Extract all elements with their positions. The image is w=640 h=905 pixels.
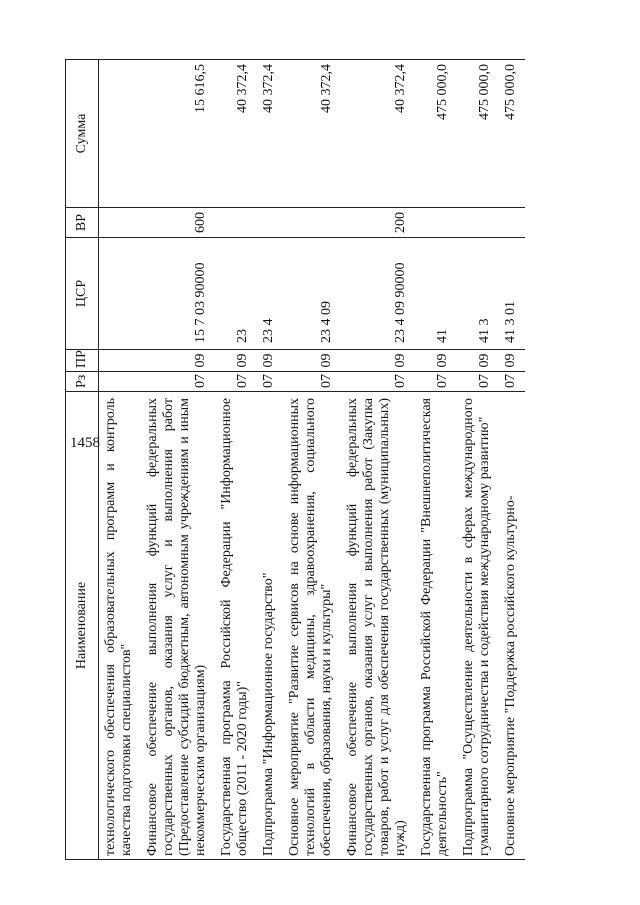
row-csr: 41 3 [457, 238, 499, 350]
row-rz: 07 [141, 372, 215, 392]
row-name: Государственная программа Российской Федерации "Информационное общество (2011 - 2020 годы)" [215, 392, 257, 860]
row-sum: 40 372,4 [283, 60, 341, 208]
row-csr: 23 4 [257, 238, 283, 350]
table-row [99, 60, 142, 860]
row-pr: 09 [457, 350, 499, 372]
table-row [457, 60, 499, 860]
budget-table [65, 59, 525, 860]
row-name: Основное мероприятие "Развитие сервисов на основе информационных технологий в области медицины, здравоохранения, социального обеспечения, образования, науки и культуры" [283, 392, 341, 860]
header-rz: Рз [66, 372, 99, 392]
row-csr [99, 238, 142, 350]
header-pr: ПР [66, 350, 99, 372]
row-rz: 07 [283, 372, 341, 392]
row-csr: 15 7 03 90000 [141, 238, 215, 350]
row-sum: 15 616,5 [141, 60, 215, 208]
row-sum [99, 60, 142, 208]
table-row [283, 60, 341, 860]
row-rz: 07 [341, 372, 415, 392]
row-vr [257, 208, 283, 238]
row-name: Подпрограмма "Осуществление деятельности в сферах международного гуманитарного сотрудничества и содействия международному развитию" [457, 392, 499, 860]
header-csr: ЦСР [66, 238, 99, 350]
row-csr: 23 [215, 238, 257, 350]
row-vr [99, 208, 142, 238]
table-row [415, 60, 457, 860]
row-rz: 07 [257, 372, 283, 392]
row-name: Финансовое обеспечение выполнения функций федеральных государственных органов, оказания услуг и выполнения работ (Предоставление субсидий бюджетным, автономным учреждениям и иным некоммерческим организациям) [141, 392, 215, 860]
row-pr: 09 [257, 350, 283, 372]
row-pr: 09 [499, 350, 525, 372]
table-row [341, 60, 415, 860]
row-vr: 200 [341, 208, 415, 238]
row-vr [215, 208, 257, 238]
row-rz [99, 372, 142, 392]
row-pr: 09 [215, 350, 257, 372]
table-header-row [66, 60, 99, 860]
row-rz: 07 [457, 372, 499, 392]
row-csr: 41 3 01 [499, 238, 525, 350]
row-vr [415, 208, 457, 238]
rotated-table-container [65, 60, 595, 860]
row-pr: 09 [341, 350, 415, 372]
header-name: Наименование [66, 392, 99, 860]
page-number: 1458 [70, 435, 100, 451]
row-sum: 40 372,4 [257, 60, 283, 208]
row-name: Основное мероприятие "Поддержка российского культурно- [499, 392, 525, 860]
row-pr: 09 [283, 350, 341, 372]
table-row [499, 60, 525, 860]
row-sum: 40 372,4 [215, 60, 257, 208]
row-csr: 23 4 09 [283, 238, 341, 350]
table-row [215, 60, 257, 860]
row-sum: 475 000,0 [457, 60, 499, 208]
row-vr [283, 208, 341, 238]
row-sum: 475 000,0 [415, 60, 457, 208]
row-name: технологического обеспечения образовательных программ и контроль качества подготовки специалистов" [99, 392, 142, 860]
row-vr [457, 208, 499, 238]
row-vr: 600 [141, 208, 215, 238]
row-sum: 475 000,0 [499, 60, 525, 208]
row-name: Подпрограмма "Информационное государство" [257, 392, 283, 860]
header-vr: ВР [66, 208, 99, 238]
row-rz: 07 [415, 372, 457, 392]
row-name: Финансовое обеспечение выполнения функций федеральных государственных органов, оказания услуг и выполнения работ (Закупка товаров, работ и услуг для обеспечения государственных (муниципальных) нужд) [341, 392, 415, 860]
row-name: Государственная программа Российской Федерации "Внешнеполитическая деятельность" [415, 392, 457, 860]
header-sum: Сумма [66, 60, 99, 208]
row-csr: 41 [415, 238, 457, 350]
row-pr: 09 [141, 350, 215, 372]
row-sum: 40 372,4 [341, 60, 415, 208]
row-csr: 23 4 09 90000 [341, 238, 415, 350]
row-vr [499, 208, 525, 238]
row-rz: 07 [215, 372, 257, 392]
table-row [141, 60, 215, 860]
row-rz: 07 [499, 372, 525, 392]
table-row [257, 60, 283, 860]
row-pr: 09 [415, 350, 457, 372]
row-pr [99, 350, 142, 372]
